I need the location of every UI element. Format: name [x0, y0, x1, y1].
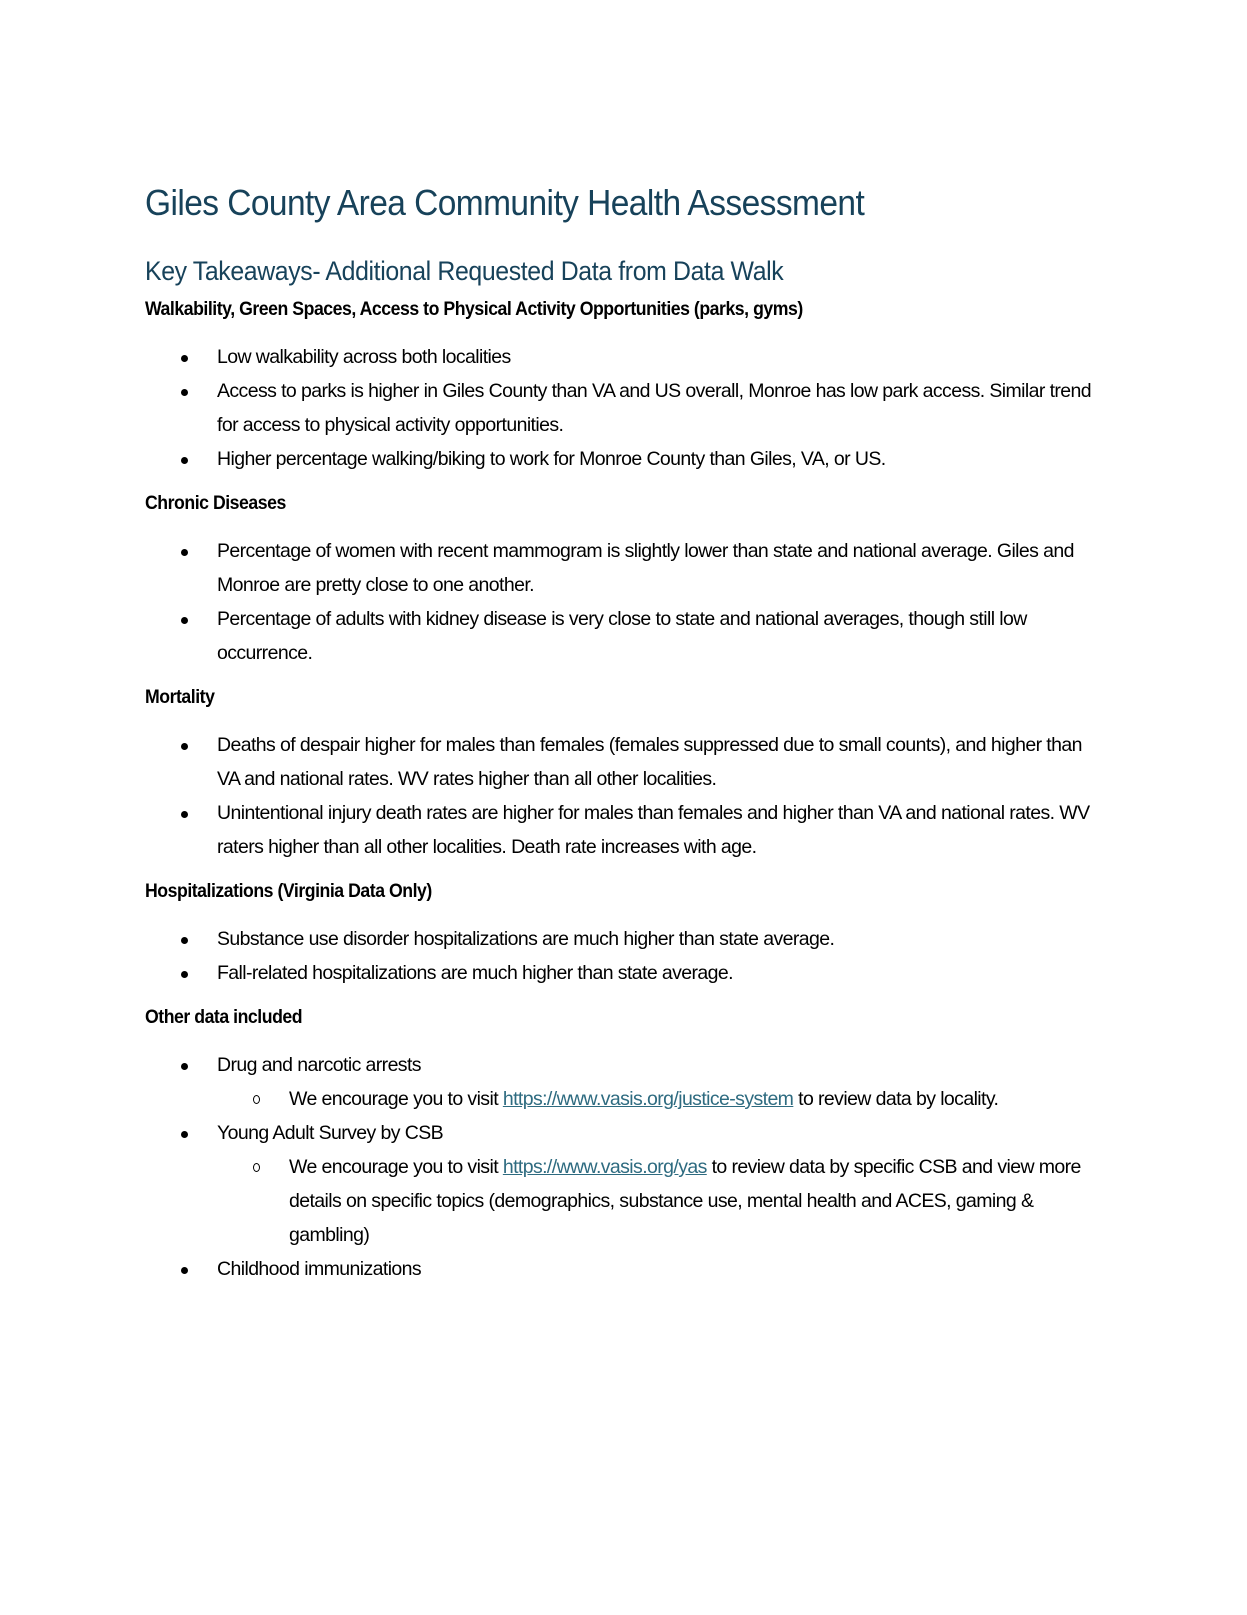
bullet-list: [145, 922, 1095, 990]
list-item: Substance use disorder hospitalizations are much higher than state average.: [145, 922, 1095, 956]
bullet-list: [145, 728, 1095, 864]
section-heading: Mortality: [145, 687, 215, 708]
bullet-icon: [181, 549, 188, 556]
bullet-icon: [181, 971, 188, 978]
list-item: Childhood immunizations: [145, 1252, 1095, 1286]
list-item: Drug and narcotic arrests: [145, 1048, 1095, 1082]
bullet-icon: [181, 1131, 188, 1138]
justice-system-link[interactable]: https://www.vasis.org/justice-system: [502, 1088, 794, 1110]
section-heading: Chronic Diseases: [145, 493, 286, 514]
section-walkability: [145, 298, 1095, 476]
list-item: Percentage of adults with kidney disease is very close to state and national averages, though still low occurrence.: [145, 602, 1095, 670]
bullet-list: [145, 1048, 1095, 1286]
sub-list-item: We encourage you to visit https://www.vasis.org/yas to review data by specific CSB and view more details on specific topics (demographics, substance use, mental health and ACES, gaming & gambling): [145, 1150, 1095, 1252]
bullet-icon: [181, 355, 188, 362]
bullet-icon: [181, 457, 188, 464]
bullet-icon: [181, 811, 188, 818]
document-subtitle: Key Takeaways- Additional Requested Data from Data Walk: [145, 256, 784, 286]
list-item: Access to parks is higher in Giles County than VA and US overall, Monroe has low park access. Similar trend for access to physical activity opportunities.: [145, 374, 1095, 442]
list-item: Fall-related hospitalizations are much higher than state average.: [145, 956, 1095, 990]
list-item: Unintentional injury death rates are higher for males than females and higher than VA and national rates. WV raters higher than all other localities. Death rate increases with age.: [145, 796, 1095, 864]
section-hospitalizations: [145, 880, 1095, 990]
bullet-icon: [181, 1267, 188, 1274]
section-mortality: [145, 686, 1095, 864]
bullet-icon: [181, 617, 188, 624]
hollow-bullet-icon: [253, 1163, 260, 1172]
hollow-bullet-icon: [253, 1095, 260, 1104]
bullet-icon: [181, 389, 188, 396]
bullet-list: [145, 534, 1095, 670]
list-item: Percentage of women with recent mammogram is slightly lower than state and national average. Giles and Monroe are pretty close to one another.: [145, 534, 1095, 602]
section-chronic-diseases: [145, 492, 1095, 670]
document-title: Giles County Area Community Health Assessment: [145, 182, 865, 223]
list-item: Young Adult Survey by CSB: [145, 1116, 1095, 1150]
bullet-list: [145, 340, 1095, 476]
section-heading: Other data included: [145, 1007, 303, 1028]
bullet-icon: [181, 937, 188, 944]
section-heading: Walkability, Green Spaces, Access to Physical Activity Opportunities (parks, gyms): [145, 299, 803, 320]
list-item: Deaths of despair higher for males than females (females suppressed due to small counts), and higher than VA and national rates. WV rates higher than all other localities.: [145, 728, 1095, 796]
section-heading: Hospitalizations (Virginia Data Only): [145, 881, 432, 902]
sub-list-item: We encourage you to visit https://www.vasis.org/justice-system to review data by locality.: [145, 1082, 1095, 1116]
document-page: [145, 180, 1095, 1302]
bullet-icon: [181, 1063, 188, 1070]
yas-link[interactable]: https://www.vasis.org/yas: [502, 1156, 707, 1178]
section-other-data: [145, 1006, 1095, 1286]
list-item: Low walkability across both localities: [145, 340, 1095, 374]
list-item: Higher percentage walking/biking to work for Monroe County than Giles, VA, or US.: [145, 442, 1095, 476]
bullet-icon: [181, 743, 188, 750]
